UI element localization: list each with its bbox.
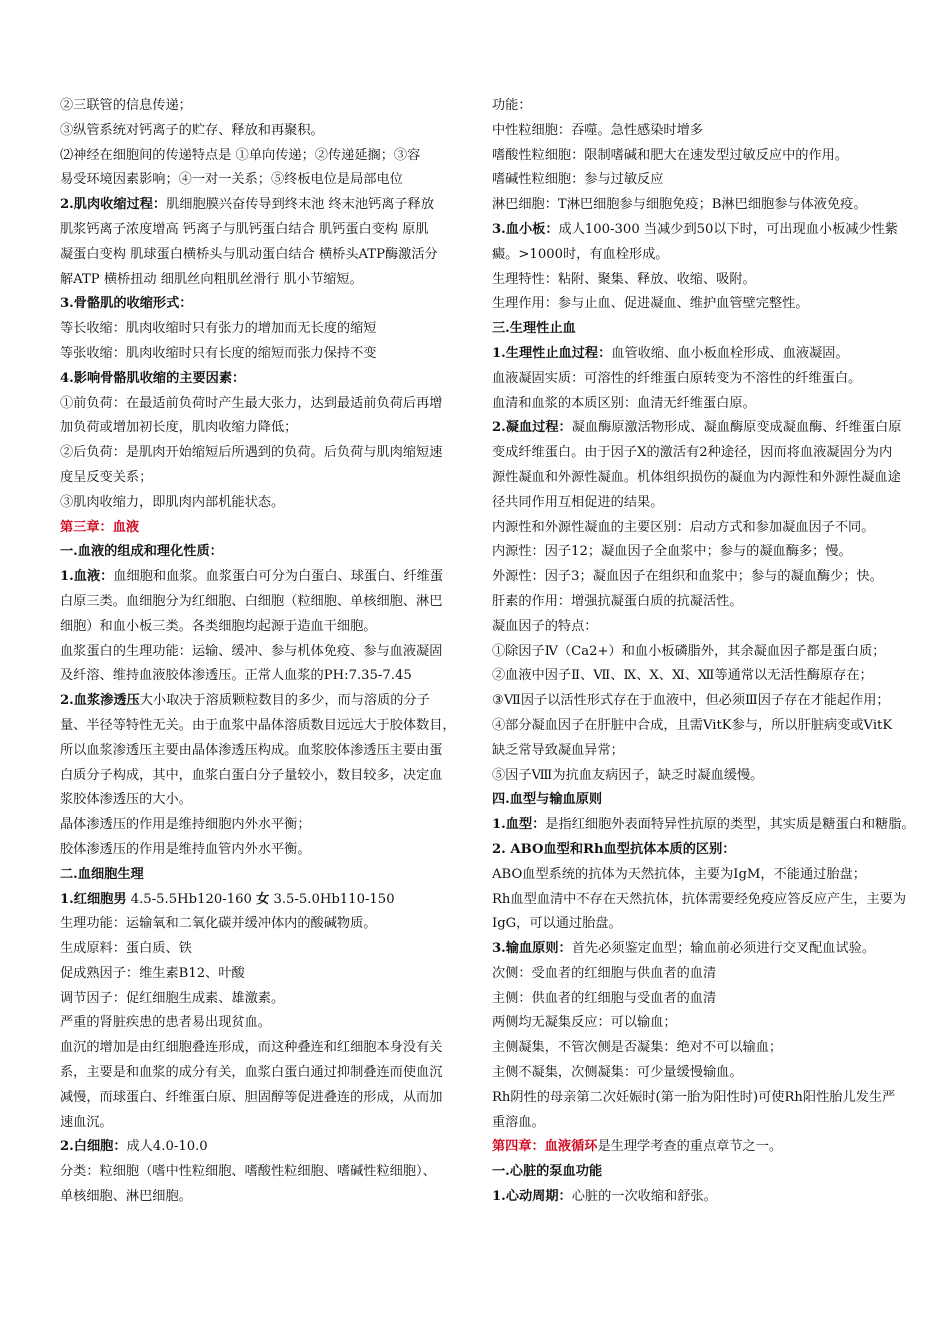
bold-term: 1.红细胞男 <box>60 891 127 907</box>
line-text: Rh阴性的母亲第二次妊娠时(第一胎为阳性时)可使Rh阳性胎儿发生严 <box>492 1089 896 1105</box>
text-line <box>60 540 475 565</box>
line-text: 等张收缩：肌肉收缩时只有长度的缩短而张力保持不变 <box>60 345 377 361</box>
line-text: 系，主要是和血浆的成分有关，血浆白蛋白通过抑制叠连而使血沉 <box>60 1065 443 1081</box>
text-line <box>492 739 934 764</box>
line-text: 重溶血。 <box>492 1114 545 1130</box>
bold-term: 2. ABO血型和Rh血型抗体本质的区别： <box>492 841 736 857</box>
text-line <box>60 1011 475 1036</box>
line-text: 血清和血浆的本质区别：血清无纤维蛋白原。 <box>492 395 756 411</box>
text-line <box>492 1135 934 1160</box>
text-line <box>60 292 475 317</box>
text-line <box>60 466 475 491</box>
text-line <box>492 1086 934 1111</box>
line-text: 是生理学考查的重点章节之一。 <box>597 1139 783 1155</box>
text-line <box>60 764 475 789</box>
text-line <box>492 1185 934 1210</box>
text-line <box>492 962 934 987</box>
text-line <box>492 491 934 516</box>
bold-term: 2.凝血过程： <box>492 420 572 436</box>
line-text: 等长收缩：肌肉收缩时只有张力的增加而无长度的缩短 <box>60 321 377 337</box>
text-line <box>492 590 934 615</box>
bold-term: 一.血液的组成和理化性质： <box>60 544 223 560</box>
bold-term: 1.血型： <box>492 817 546 833</box>
line-text: 生理功能：运输氧和二氧化碳并缓冲体内的酸碱物质。 <box>60 916 377 932</box>
line-text: 凝蛋白变构 肌球蛋白横桥头与肌动蛋白结合 横桥头ATP酶激活分 <box>60 246 438 262</box>
bold-term: 1.心动周期： <box>492 1189 572 1205</box>
line-text: 次侧：受血者的红细胞与供血者的血清 <box>492 965 717 981</box>
chapter-heading: 第三章：血液 <box>60 519 140 535</box>
line-text: ⑤因子Ⅷ为抗血友病因子，缺乏时凝血缓慢。 <box>492 767 764 783</box>
text-line <box>60 193 475 218</box>
chapter-heading: 第四章：血液循环 <box>492 1139 598 1155</box>
line-text: 生成原料：蛋白质、铁 <box>60 941 192 957</box>
text-line <box>492 1111 934 1136</box>
line-text: ②三联管的信息传递； <box>60 98 192 113</box>
text-line <box>492 987 934 1012</box>
text-line <box>60 1135 475 1160</box>
text-line <box>60 392 475 417</box>
line-text: 晶体渗透压的作用是维持细胞内外水平衡； <box>60 817 311 833</box>
text-line <box>60 491 475 516</box>
text-line <box>492 466 934 491</box>
line-text: 源性凝血和外源性凝血。机体组织损伤的凝血为内源性和外源性凝血途 <box>492 469 901 485</box>
text-line <box>60 962 475 987</box>
text-line <box>492 565 934 590</box>
line-text: 外源性：因子3；凝血因子在组织和血浆中；参与的凝血酶少；快。 <box>492 569 883 585</box>
text-line <box>60 342 475 367</box>
line-text: ①除因子Ⅳ（Ca2+）和血小板磷脂外，其余凝血因子都是蛋白质； <box>492 643 886 659</box>
line-text: 浆胶体渗透压的大小。 <box>60 792 192 808</box>
text-line <box>60 788 475 813</box>
line-text: 心脏的一次收缩和舒张。 <box>571 1189 717 1205</box>
line-text: 成人100-300 当减少到50以下时，可出现血小板减少性紫 <box>558 221 899 237</box>
line-text: 量、半径等特性无关。由于血浆中晶体溶质数目远远大于胶体数目， <box>60 717 456 733</box>
text-line <box>492 441 934 466</box>
left-column <box>60 94 475 1210</box>
line-text: 凝血因子的特点： <box>492 618 598 634</box>
bold-term: 3.输血原则： <box>492 941 572 957</box>
line-text: ⑵神经在细胞间的传递特点是 ①单向传递；②传递延搁；③容 <box>60 147 421 163</box>
text-line <box>492 664 934 689</box>
line-text: 4.5-5.5Hb120-160 <box>126 891 257 907</box>
text-line <box>492 615 934 640</box>
line-text: 主侧：供血者的红细胞与受血者的血清 <box>492 990 717 1006</box>
bold-term: 四.血型与输血原则 <box>492 792 603 808</box>
bold-term: 一.心脏的泵血功能 <box>492 1164 603 1180</box>
text-line <box>492 764 934 789</box>
text-line <box>492 218 934 243</box>
line-text: 主侧凝集，不管次侧是否凝集：绝对不可以输血； <box>492 1040 783 1056</box>
text-line <box>60 937 475 962</box>
bold-term: 二.血细胞生理 <box>60 866 144 882</box>
text-line <box>60 565 475 590</box>
line-text: 促成熟因子：维生素B12、叶酸 <box>60 965 245 981</box>
text-line <box>60 714 475 739</box>
text-line <box>492 516 934 541</box>
text-line <box>60 912 475 937</box>
bold-term: 3.骨骼肌的收缩形式： <box>60 296 193 312</box>
text-line <box>492 94 934 119</box>
text-line <box>60 218 475 243</box>
line-text: 成人4.0-10.0 <box>126 1139 208 1155</box>
text-line <box>60 317 475 342</box>
text-line <box>60 1111 475 1136</box>
text-line <box>492 317 934 342</box>
line-text: 是指红细胞外表面特异性抗原的类型，其实质是糖蛋白和糖脂。 <box>545 817 915 833</box>
line-text: 分类：粒细胞（嗜中性粒细胞、嗜酸性粒细胞、嗜碱性粒细胞）、 <box>60 1164 436 1180</box>
text-line <box>492 1160 934 1185</box>
line-text: 度呈反变关系； <box>60 469 153 485</box>
text-line <box>492 888 934 913</box>
text-line <box>492 119 934 144</box>
bold-term: 女 <box>256 891 270 907</box>
line-text: Rh血型血清中不存在天然抗体，抗体需要经免疫应答反应产生，主要为 <box>492 891 907 907</box>
right-column <box>492 94 934 1210</box>
text-line <box>492 689 934 714</box>
line-text: 淋巴细胞：T淋巴细胞参与细胞免疫；B淋巴细胞参与体液免疫。 <box>492 197 867 213</box>
line-text: 径共同作用互相促进的结果。 <box>492 494 664 510</box>
line-text: 单核细胞、淋巴细胞。 <box>60 1189 192 1205</box>
text-line <box>60 689 475 714</box>
text-line <box>492 367 934 392</box>
text-line <box>492 193 934 218</box>
line-text: 血浆蛋白的生理功能：运输、缓冲、参与机体免疫、参与血液凝固 <box>60 643 443 659</box>
text-line <box>60 1086 475 1111</box>
bold-term: 2.血浆渗透压 <box>60 693 140 709</box>
text-line <box>60 441 475 466</box>
line-text: 速血沉。 <box>60 1114 113 1130</box>
text-line <box>60 888 475 913</box>
line-text: 胶体渗透压的作用是维持血管内外水平衡。 <box>60 841 311 857</box>
line-text: 细胞）和血小板三类。各类细胞均起源于造血干细胞。 <box>60 618 377 634</box>
line-text: 血液凝固实质：可溶性的纤维蛋白原转变为不溶性的纤维蛋白。 <box>492 370 862 386</box>
line-text: ④部分凝血因子在肝脏中合成，且需VitK参与，所以肝脏病变或VitK <box>492 717 893 733</box>
text-line <box>60 1185 475 1210</box>
text-line <box>492 912 934 937</box>
text-line <box>492 788 934 813</box>
line-text: ①前负荷：在最适前负荷时产生最大张力，达到最适前负荷后再增 <box>60 395 443 411</box>
line-text: ABO血型系统的抗体为天然抗体，主要为IgM，不能通过胎盘； <box>492 866 866 882</box>
line-text: 所以血浆渗透压主要由晶体渗透压构成。血浆胶体渗透压主要由蛋 <box>60 742 443 758</box>
line-text: 严重的肾脏疾患的患者易出现贫血。 <box>60 1015 271 1031</box>
line-text: 减慢，而球蛋白、纤维蛋白原、胆固醇等促进叠连的形成，从而加 <box>60 1089 443 1105</box>
text-line <box>492 268 934 293</box>
bold-term: 2.白细胞： <box>60 1139 127 1155</box>
text-line <box>492 813 934 838</box>
line-text: 解ATP 横桥扭动 细肌丝向粗肌丝滑行 肌小节缩短。 <box>60 271 363 287</box>
bold-term: 4.影响骨骼肌收缩的主要因素： <box>60 370 246 386</box>
line-text: 生理作用：参与止血、促进凝血、维护血管壁完整性。 <box>492 296 809 312</box>
line-text: 大小取决于溶质颗粒数目的多少，而与溶质的分子 <box>139 693 430 709</box>
line-text: ②血液中因子Ⅱ、Ⅶ、Ⅸ、Ⅹ、Ⅺ、Ⅻ等通常以无活性酶原存在； <box>492 668 873 684</box>
text-line <box>492 168 934 193</box>
line-text: 加负荷或增加初长度，肌肉收缩力降低； <box>60 420 298 436</box>
text-line <box>60 813 475 838</box>
line-text: 内源性和外源性凝血的主要区别：启动方式和参加凝血因子不同。 <box>492 519 875 535</box>
line-text: 血沉的增加是由红细胞叠连形成，而这种叠连和红细胞本身没有关 <box>60 1040 443 1056</box>
text-line <box>492 1036 934 1061</box>
line-text: 肝素的作用：增强抗凝蛋白质的抗凝活性。 <box>492 593 743 609</box>
text-line <box>60 516 475 541</box>
text-line <box>60 987 475 1012</box>
line-text: 两侧均无凝集反应：可以输血； <box>492 1015 677 1031</box>
text-line <box>60 838 475 863</box>
text-line <box>60 664 475 689</box>
line-text: 白原三类。血细胞分为红细胞、白细胞（粒细胞、单核细胞、淋巴 <box>60 593 443 609</box>
bold-term: 1.生理性止血过程： <box>492 345 612 361</box>
line-text: 首先必须鉴定血型；输血前必须进行交叉配血试验。 <box>571 941 876 957</box>
text-line <box>492 937 934 962</box>
text-line <box>492 243 934 268</box>
text-line <box>492 342 934 367</box>
text-line <box>492 416 934 441</box>
text-line <box>492 144 934 169</box>
text-line <box>492 540 934 565</box>
text-line <box>492 1011 934 1036</box>
line-text: 缺乏常导致凝血异常； <box>492 742 624 758</box>
line-text: 肌细胞膜兴奋传导到终末池 终末池钙离子释放 <box>166 197 435 213</box>
text-line <box>60 367 475 392</box>
line-text: 调节因子：促红细胞生成素、雄激素。 <box>60 990 285 1006</box>
text-line <box>60 1160 475 1185</box>
line-text: 肌浆钙离子浓度增高 钙离子与肌钙蛋白结合 肌钙蛋白变构 原肌 <box>60 221 429 237</box>
line-text: 功能： <box>492 98 532 113</box>
text-line <box>60 739 475 764</box>
line-text: ③纵管系统对钙离子的贮存、释放和再聚积。 <box>60 122 324 138</box>
text-line <box>60 863 475 888</box>
text-line <box>492 640 934 665</box>
text-line <box>60 640 475 665</box>
line-text: 中性粒细胞：吞噬。急性感染时增多 <box>492 122 703 138</box>
text-line <box>492 838 934 863</box>
line-text: 嗜酸性粒细胞：限制嗜碱和肥大在速发型过敏反应中的作用。 <box>492 147 849 163</box>
text-line <box>60 119 475 144</box>
line-text: 3.5-5.0Hb110-150 <box>269 891 395 907</box>
bold-term: 1.血液： <box>60 569 114 585</box>
line-text: 癜。>1000时，有血栓形成。 <box>492 246 669 262</box>
line-text: 凝血酶原激活物形成、凝血酶原变成凝血酶、纤维蛋白原 <box>571 420 902 436</box>
line-text: 变成纤维蛋白。由于因子X的激活有2种途径，因而将血液凝固分为内 <box>492 445 893 461</box>
line-text: 白质分子构成，其中，血浆白蛋白分子量较小，数目较多，决定血 <box>60 767 443 783</box>
text-line <box>492 392 934 417</box>
text-line <box>492 292 934 317</box>
line-text: 嗜碱性粒细胞：参与过敏反应 <box>492 172 664 188</box>
text-line <box>60 416 475 441</box>
line-text: 生理特性：粘附、聚集、释放、收缩、吸附。 <box>492 271 756 287</box>
text-line <box>492 714 934 739</box>
bold-term: 三.生理性止血 <box>492 321 576 337</box>
line-text: 内源性：因子12；凝血因子全血浆中；参与的凝血酶多；慢。 <box>492 544 852 560</box>
line-text: 主侧不凝集，次侧凝集：可少量缓慢输血。 <box>492 1065 743 1081</box>
text-line <box>60 144 475 169</box>
line-text: ②后负荷：是肌肉开始缩短后所遇到的负荷。后负荷与肌肉缩短速 <box>60 445 443 461</box>
line-text: ③肌肉收缩力，即肌肉内部机能状态。 <box>60 494 285 510</box>
bold-term: 2.肌肉收缩过程： <box>60 197 167 213</box>
text-line <box>492 1061 934 1086</box>
text-line <box>60 1036 475 1061</box>
text-line <box>492 863 934 888</box>
text-line <box>60 94 475 119</box>
text-line <box>60 268 475 293</box>
text-line <box>60 1061 475 1086</box>
line-text: 及纤溶、维持血液胶体渗透压。正常人血浆的PH:7.35-7.45 <box>60 668 412 684</box>
line-text: 血细胞和血浆。血浆蛋白可分为白蛋白、球蛋白、纤维蛋 <box>113 569 444 585</box>
text-line <box>60 243 475 268</box>
line-text: ③Ⅶ因子以活性形式存在于血液中，但必须Ⅲ因子存在才能起作用； <box>492 693 890 709</box>
line-text: 易受环境因素影响；④一对一关系；⑤终板电位是局部电位 <box>60 172 403 188</box>
text-line <box>60 615 475 640</box>
line-text: IgG，可以通过胎盘。 <box>492 916 622 932</box>
text-line <box>60 168 475 193</box>
line-text: 血管收缩、血小板血栓形成、血液凝固。 <box>611 345 849 361</box>
text-line <box>60 590 475 615</box>
bold-term: 3.血小板： <box>492 221 559 237</box>
